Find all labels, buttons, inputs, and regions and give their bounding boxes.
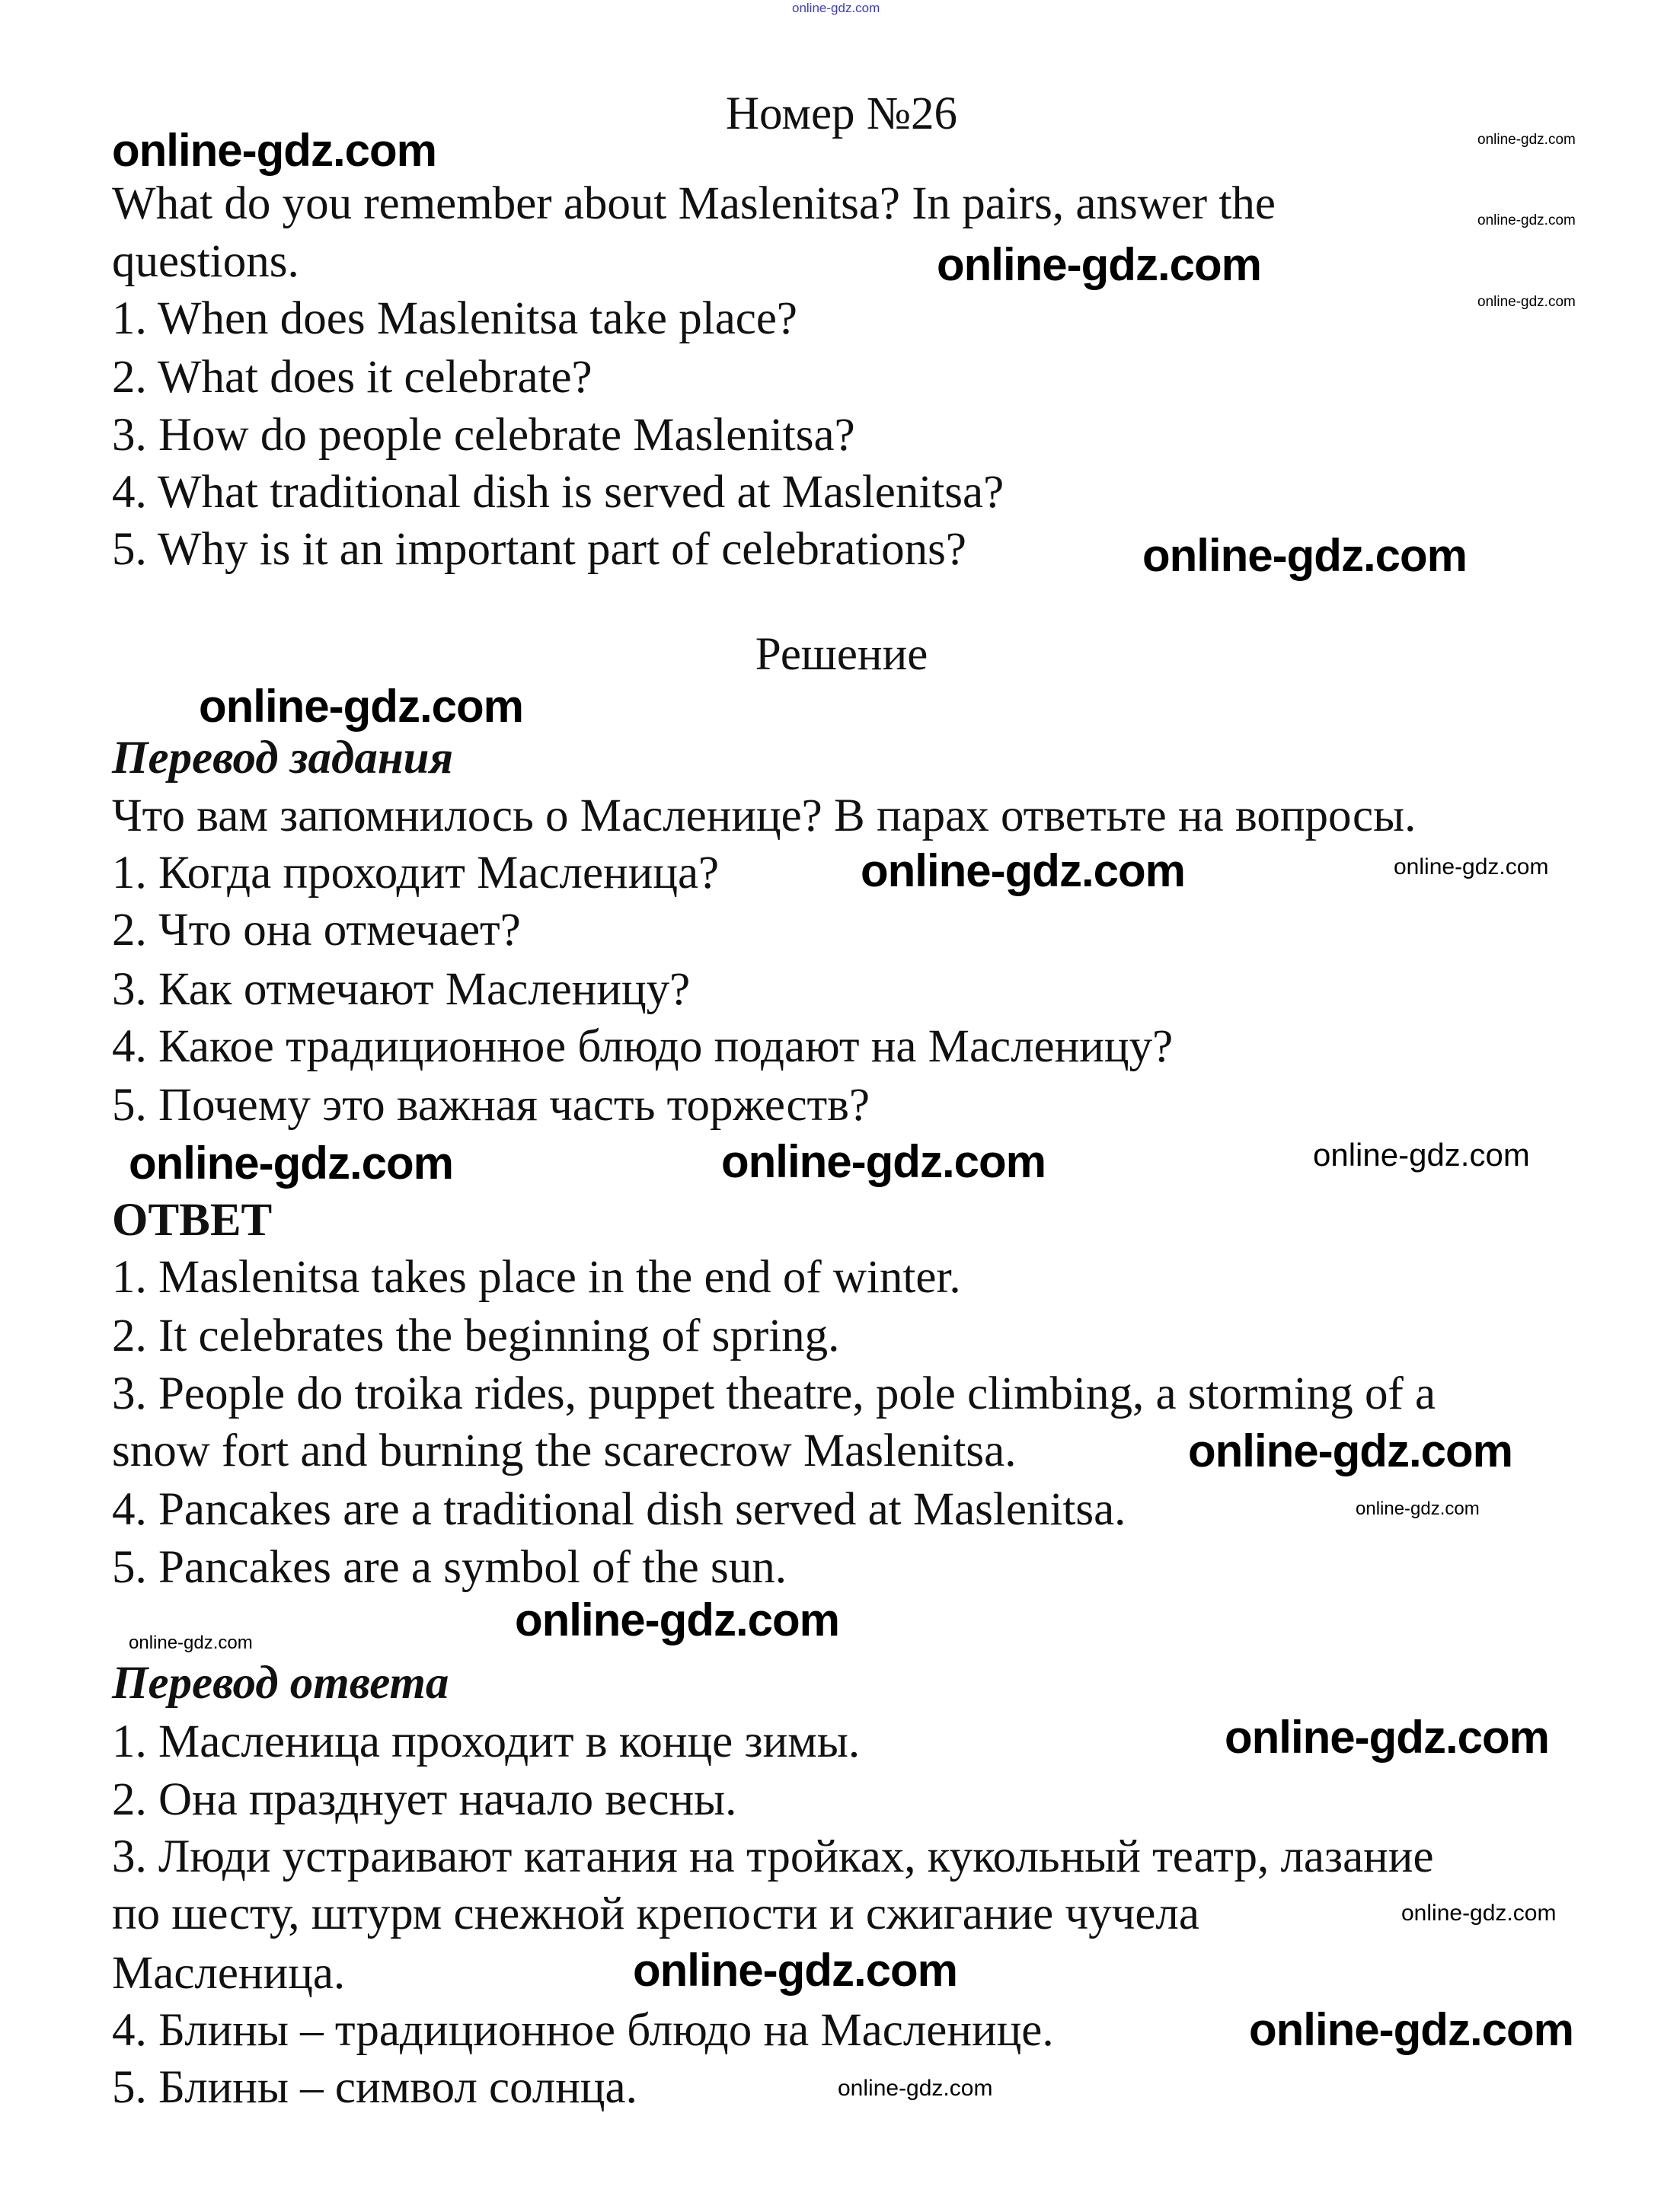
translation-line: 3. Как отмечают Масленицу? (112, 964, 691, 1015)
watermark-small: online-gdz.com (129, 1633, 253, 1653)
answer-line: 3. People do troika rides, puppet theatre, pole climbing, a storming of a (112, 1368, 1436, 1419)
answer-line: 4. Pancakes are a traditional dish served at Maslenitsa. (112, 1484, 1126, 1535)
watermark: online-gdz.com (129, 1138, 453, 1189)
answer-heading: ОТВЕТ (112, 1195, 273, 1246)
watermark: online-gdz.com (1249, 2004, 1573, 2055)
watermark: online-gdz.com (199, 681, 523, 732)
watermark: online-gdz.com (1188, 1425, 1512, 1476)
answer-translation-line: 5. Блины – символ солнца. (112, 2062, 637, 2113)
answer-line: 1. Maslenitsa takes place in the end of winter. (112, 1252, 961, 1303)
page-title: Номер №26 (725, 88, 958, 139)
watermark-small: online-gdz.com (838, 2076, 993, 2101)
watermark-medium: online-gdz.com (1313, 1137, 1530, 1173)
answer-translation-line: по шесту, штурм снежной крепости и сжигание чучела (112, 1888, 1199, 1939)
task-translation-heading: Перевод задания (112, 733, 454, 784)
answer-translation-line: 4. Блины – традиционное блюдо на Масленице. (112, 2005, 1054, 2056)
watermark: online-gdz.com (112, 125, 436, 176)
watermark: online-gdz.com (1225, 1712, 1549, 1763)
translation-line: 1. Когда проходит Масленица? (112, 847, 720, 899)
watermark: online-gdz.com (721, 1136, 1046, 1187)
watermark: online-gdz.com (633, 1945, 957, 1996)
answer-line: 2. It celebrates the beginning of spring. (112, 1310, 840, 1361)
watermark: online-gdz.com (1142, 530, 1467, 581)
answer-translation-heading: Перевод ответа (112, 1658, 449, 1709)
translation-line: 4. Какое традиционное блюдо подают на Масленицу? (112, 1021, 1174, 1072)
task-question: 3. How do people celebrate Maslenitsa? (112, 410, 855, 461)
answer-translation-line: 1. Масленица проходит в конце зимы. (112, 1716, 861, 1767)
task-question: 1. When does Maslenitsa take place? (112, 293, 797, 344)
watermark-small: online-gdz.com (1394, 854, 1549, 879)
answer-line: snow fort and burning the scarecrow Maslenitsa. (112, 1425, 1017, 1476)
answer-translation-line: Масленица. (112, 1948, 346, 1999)
answer-translation-line: 3. Люди устраивают катания на тройках, кукольный театр, лазание (112, 1831, 1434, 1882)
watermark: online-gdz.com (515, 1594, 839, 1645)
task-line: What do you remember about Maslenitsa? In pairs, answer the (112, 178, 1276, 229)
watermark-small: online-gdz.com (1401, 1901, 1557, 1926)
watermark: online-gdz.com (937, 239, 1261, 290)
watermark-small: online-gdz.com (1356, 1499, 1480, 1519)
answer-translation-line: 2. Она празднует начало весны. (112, 1774, 737, 1825)
translation-line: 2. Что она отмечает? (112, 905, 521, 956)
watermark-small: online-gdz.com (1477, 132, 1576, 148)
task-question: 4. What traditional dish is served at Maslenitsa? (112, 467, 1004, 518)
answer-line: 5. Pancakes are a symbol of the sun. (112, 1542, 787, 1593)
watermark-small: online-gdz.com (1477, 294, 1576, 310)
watermark-top: online-gdz.com (792, 1, 880, 15)
watermark: online-gdz.com (861, 845, 1185, 896)
translation-line: Что вам запомнилось о Масленице? В парах ответьте на вопросы. (112, 790, 1417, 841)
task-question: 5. Why is it an important part of celebrations? (112, 524, 966, 575)
translation-line: 5. Почему это важная часть торжеств? (112, 1080, 870, 1131)
watermark-small: online-gdz.com (1477, 212, 1576, 228)
task-question: 2. What does it celebrate? (112, 352, 592, 403)
task-line: questions. (112, 236, 299, 287)
solution-heading: Решение (755, 629, 928, 680)
